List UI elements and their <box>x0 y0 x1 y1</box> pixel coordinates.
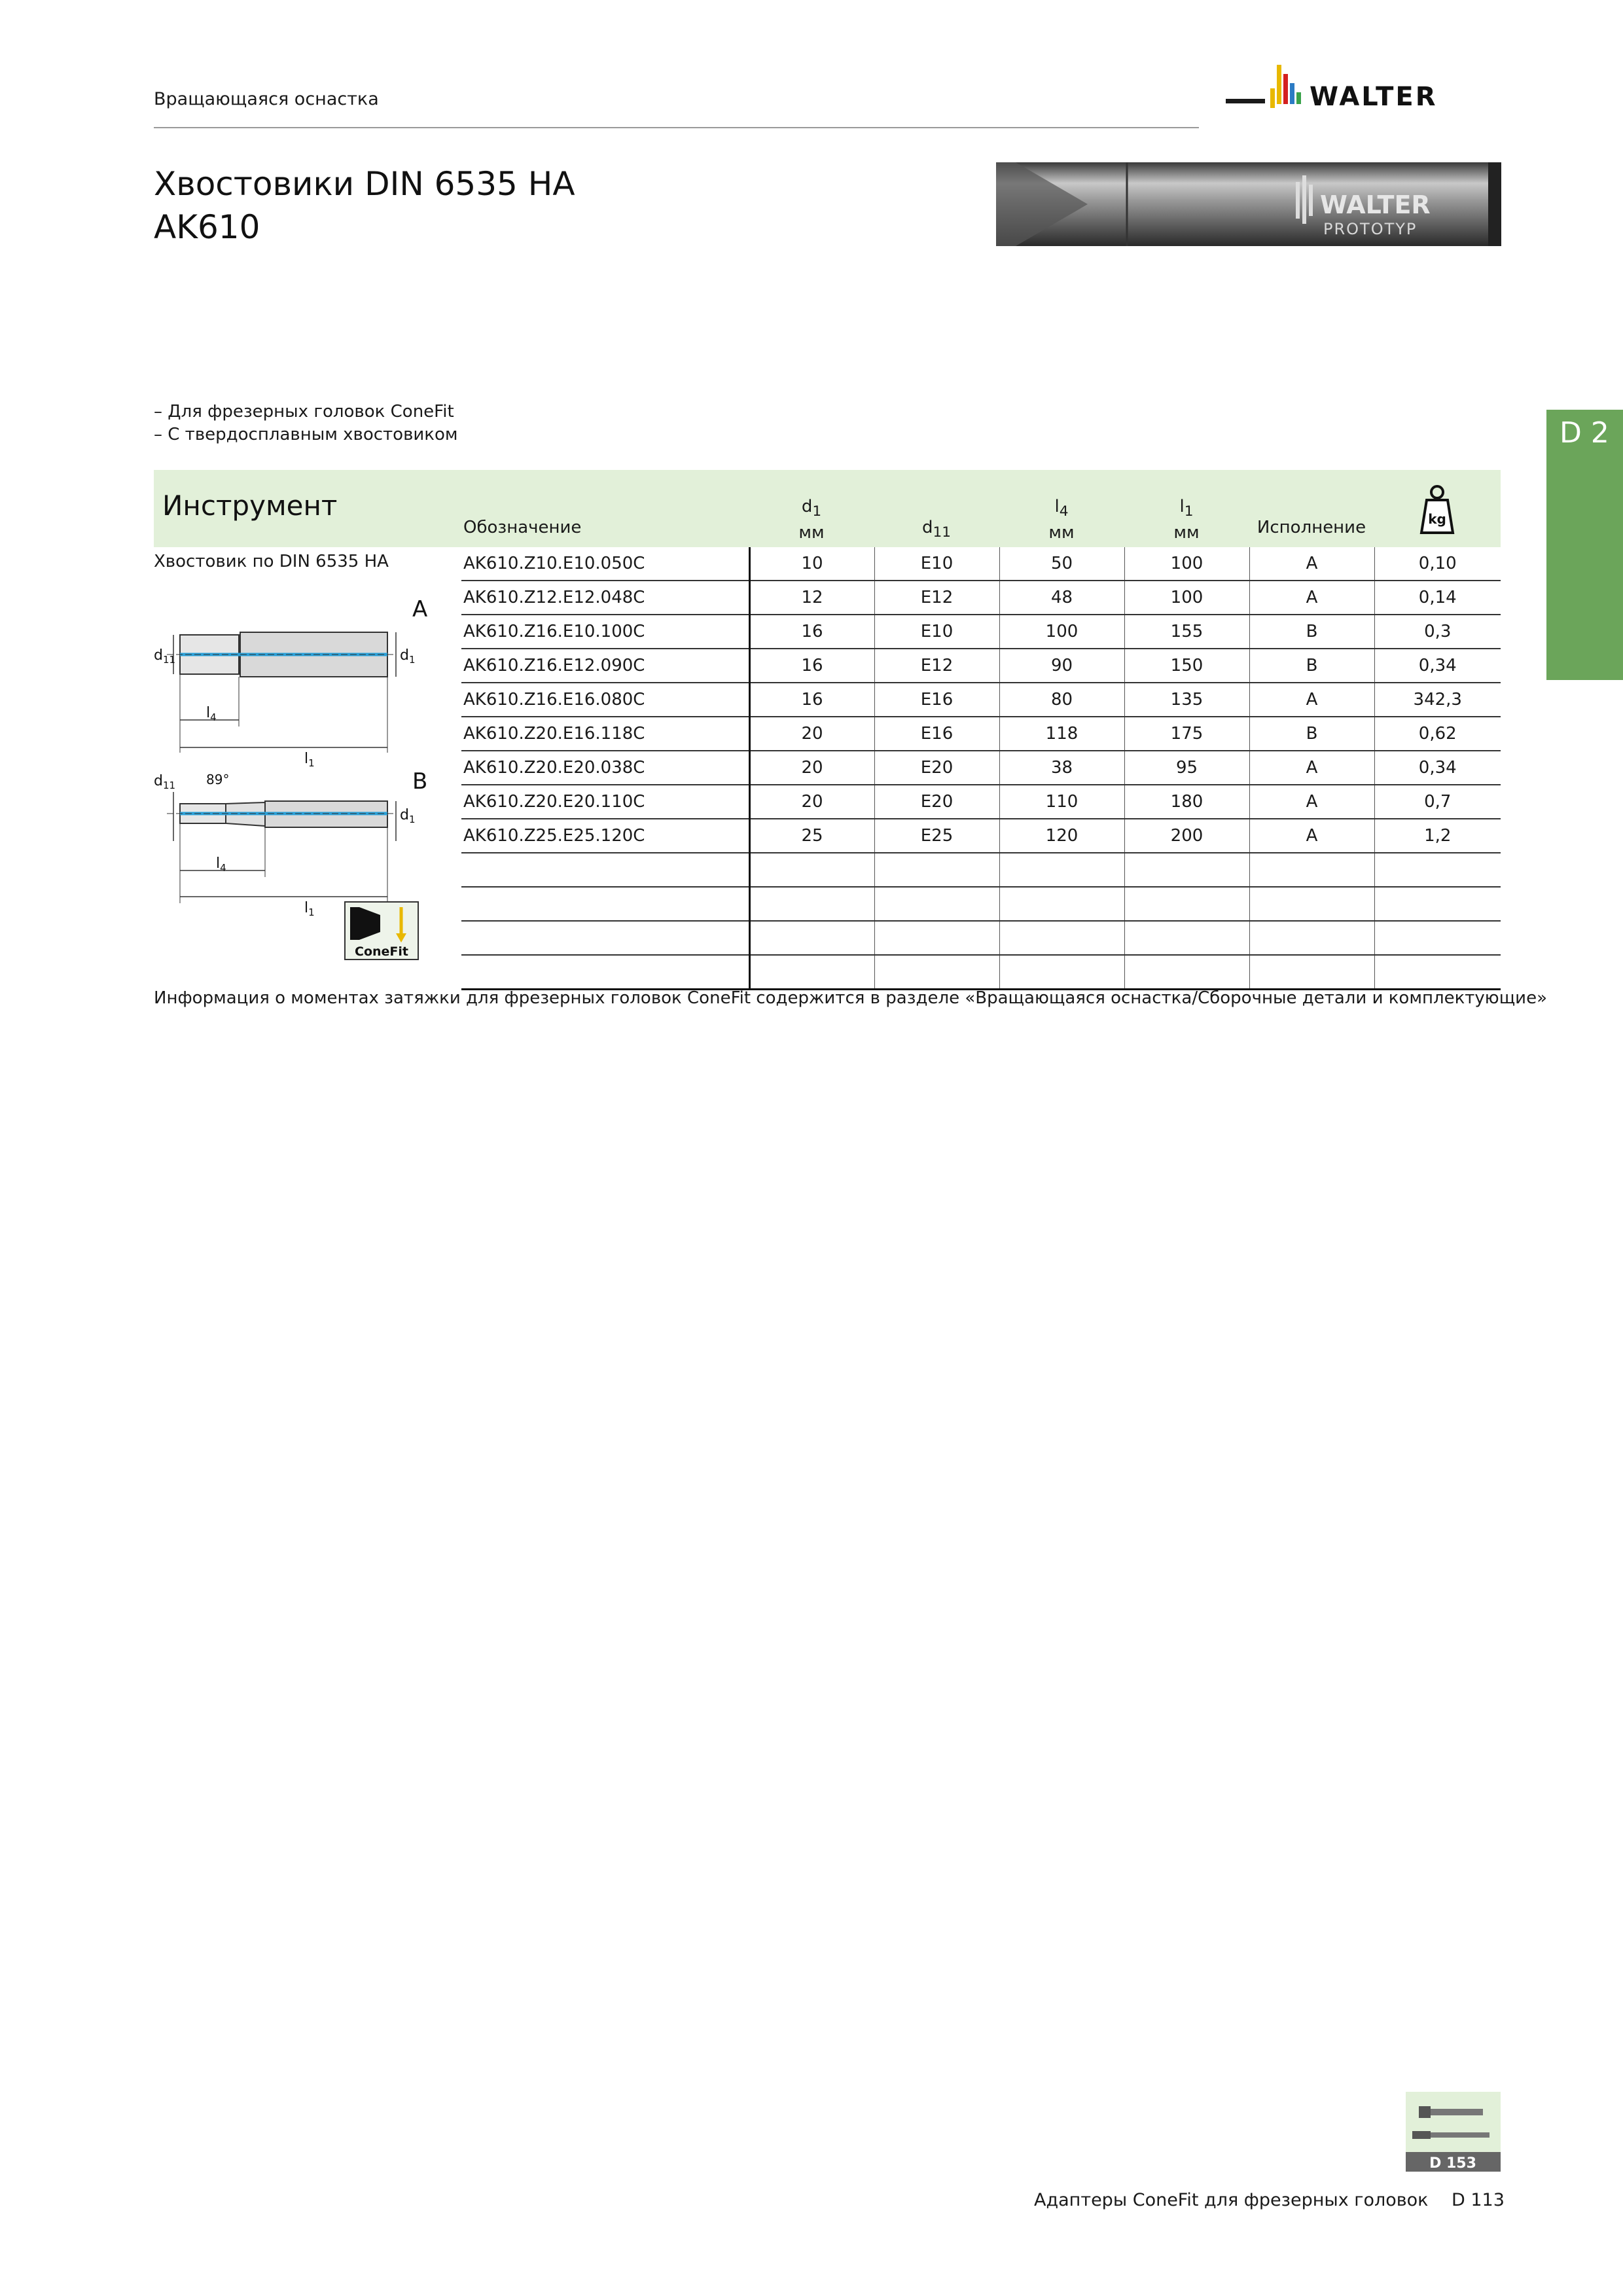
cell-d11: E16 <box>874 683 999 717</box>
col-version: Исполнение <box>1257 518 1366 537</box>
cell-designation <box>461 853 749 887</box>
cell-version: A <box>1249 819 1374 853</box>
cell-d1: 20 <box>749 785 874 819</box>
cell-l1: 180 <box>1124 785 1249 819</box>
col-d1-symbol: d <box>801 497 813 516</box>
weight-icon <box>1419 483 1455 535</box>
product-image <box>996 158 1501 250</box>
cell-d1: 20 <box>749 717 874 751</box>
table-row <box>461 581 1501 615</box>
label-d1-b: $d_1$ <box>400 807 416 825</box>
cell-l1: 155 <box>1124 615 1249 649</box>
cell-designation: AK610.Z20.E20.110C <box>461 785 749 819</box>
footnote: Информация о моментах затяжки для фрезерных головок ConeFit содержится в разделе «Вращающаяся оснастка/Сборочные детали и комплектующие» <box>154 988 1547 1008</box>
walter-logo <box>1226 61 1501 126</box>
cell-designation <box>461 921 749 955</box>
cell-weight <box>1374 955 1501 990</box>
cell-l4 <box>999 887 1124 921</box>
cell-d11 <box>874 921 999 955</box>
cell-designation: AK610.Z25.E25.120C <box>461 819 749 853</box>
cell-d1: 16 <box>749 683 874 717</box>
cell-d1 <box>749 853 874 887</box>
label-l4-b: $l_4$ <box>216 855 226 874</box>
cell-version: A <box>1249 751 1374 785</box>
table-row <box>461 819 1501 853</box>
cell-l1: 100 <box>1124 581 1249 615</box>
svg-text:PROTOTYP: PROTOTYP <box>1323 220 1418 238</box>
cell-l4: 48 <box>999 581 1124 615</box>
section-label: Вращающаяся оснастка <box>154 89 379 109</box>
cell-d11: E16 <box>874 717 999 751</box>
col-l4-sub: 4 <box>1059 503 1069 520</box>
table-row <box>461 683 1501 717</box>
cell-l1: 135 <box>1124 683 1249 717</box>
cell-l4 <box>999 955 1124 990</box>
cell-weight: 1,2 <box>1374 819 1501 853</box>
label-l1-a: $l_1$ <box>304 751 315 769</box>
cell-designation: AK610.Z20.E16.118C <box>461 717 749 751</box>
cell-version: B <box>1249 649 1374 683</box>
drawing-variant-a <box>167 632 396 753</box>
col-d11 <box>874 517 999 543</box>
col-d1-sub: 1 <box>812 503 822 520</box>
cell-weight <box>1374 853 1501 887</box>
cell-version <box>1249 955 1374 990</box>
cell-d11: E20 <box>874 751 999 785</box>
label-l4-a: $l_4$ <box>206 705 217 723</box>
cell-weight <box>1374 921 1501 955</box>
cell-d1: 20 <box>749 751 874 785</box>
col-l1-symbol: l <box>1179 497 1185 516</box>
col-d11-sub: 11 <box>933 524 952 541</box>
cell-version <box>1249 887 1374 921</box>
cell-l4: 120 <box>999 819 1124 853</box>
cell-l1: 175 <box>1124 717 1249 751</box>
svg-text:WALTER: WALTER <box>1320 190 1431 219</box>
page-number: D 113 <box>1452 2190 1505 2210</box>
svg-text:WALTER: WALTER <box>1310 82 1438 112</box>
col-l4-symbol: l <box>1054 497 1060 516</box>
cell-l4 <box>999 921 1124 955</box>
table-row <box>461 547 1501 581</box>
feature-item: – С твердосплавным хвостовиком <box>154 425 458 444</box>
cell-version: A <box>1249 683 1374 717</box>
variant-b-label: B <box>412 768 428 795</box>
cell-designation <box>461 955 749 990</box>
label-d1-a: $d_1$ <box>400 647 416 666</box>
cell-designation: AK610.Z12.E12.048C <box>461 581 749 615</box>
data-table <box>461 547 1501 990</box>
cell-l1 <box>1124 955 1249 990</box>
cell-weight: 0,62 <box>1374 717 1501 751</box>
cell-version: A <box>1249 581 1374 615</box>
cell-designation <box>461 887 749 921</box>
cell-version <box>1249 921 1374 955</box>
cell-weight: 0,34 <box>1374 649 1501 683</box>
cell-weight: 0,7 <box>1374 785 1501 819</box>
cell-l4: 100 <box>999 615 1124 649</box>
cell-d1: 12 <box>749 581 874 615</box>
cell-version: A <box>1249 547 1374 581</box>
cell-d11: E12 <box>874 649 999 683</box>
cell-weight: 0,10 <box>1374 547 1501 581</box>
label-l1-b: $l_1$ <box>304 900 315 918</box>
col-d11-symbol: d <box>921 518 933 537</box>
drawing-variant-b <box>167 792 396 903</box>
cell-d1 <box>749 887 874 921</box>
cell-l1 <box>1124 921 1249 955</box>
cell-l1 <box>1124 887 1249 921</box>
tool-subtitle: Хвостовик по DIN 6535 HA <box>154 552 389 571</box>
cell-designation: AK610.Z16.E12.090C <box>461 649 749 683</box>
cell-l4: 38 <box>999 751 1124 785</box>
technical-drawings <box>154 589 438 962</box>
cell-d11: E10 <box>874 615 999 649</box>
cell-l1: 150 <box>1124 649 1249 683</box>
col-d1 <box>749 496 874 543</box>
cell-d11 <box>874 887 999 921</box>
chapter-tab[interactable] <box>1546 410 1623 680</box>
header-rule <box>154 127 1199 128</box>
cell-version: A <box>1249 785 1374 819</box>
table-row <box>461 921 1501 955</box>
cell-d1: 25 <box>749 819 874 853</box>
cell-version: B <box>1249 615 1374 649</box>
cell-d11: E25 <box>874 819 999 853</box>
col-l4 <box>999 496 1124 543</box>
col-l1-unit: мм <box>1173 523 1200 543</box>
title-line-1: Хвостовики DIN 6535 HA <box>154 165 575 203</box>
col-d1-unit: мм <box>798 523 825 543</box>
cell-l4: 50 <box>999 547 1124 581</box>
cell-designation: AK610.Z16.E10.100C <box>461 615 749 649</box>
cell-d1 <box>749 921 874 955</box>
feature-list <box>154 401 458 446</box>
cell-designation: AK610.Z16.E16.080C <box>461 683 749 717</box>
cell-l4: 90 <box>999 649 1124 683</box>
title-line-2: AK610 <box>154 208 260 246</box>
tool-heading: Инструмент <box>162 490 338 522</box>
cell-designation: AK610.Z10.E10.050C <box>461 547 749 581</box>
cell-weight: 0,14 <box>1374 581 1501 615</box>
table-row <box>461 853 1501 887</box>
reference-box[interactable] <box>1406 2092 1501 2172</box>
col-l4-unit: мм <box>1048 523 1075 543</box>
reference-page: D 153 <box>1429 2155 1476 2172</box>
table-row <box>461 955 1501 990</box>
table-row <box>461 649 1501 683</box>
cell-version: B <box>1249 717 1374 751</box>
col-l1-sub: 1 <box>1184 503 1194 520</box>
chapter-tab-label: D 2 <box>1560 416 1609 450</box>
cell-l1: 95 <box>1124 751 1249 785</box>
table-row <box>461 751 1501 785</box>
cell-l1 <box>1124 853 1249 887</box>
cell-d11: E12 <box>874 581 999 615</box>
cell-designation: AK610.Z20.E20.038C <box>461 751 749 785</box>
cell-weight: 0,3 <box>1374 615 1501 649</box>
conefit-icon <box>345 902 418 960</box>
cell-weight: 342,3 <box>1374 683 1501 717</box>
cell-d11 <box>874 955 999 990</box>
cell-l1: 200 <box>1124 819 1249 853</box>
cell-d1: 16 <box>749 615 874 649</box>
cell-d1: 16 <box>749 649 874 683</box>
table-row <box>461 785 1501 819</box>
label-d11-a: $d_{11}$ <box>154 647 176 666</box>
cell-version <box>1249 853 1374 887</box>
table-row <box>461 887 1501 921</box>
cell-weight <box>1374 887 1501 921</box>
cell-d11: E10 <box>874 547 999 581</box>
col-designation: Обозначение <box>463 518 582 537</box>
col-l1 <box>1124 496 1249 543</box>
svg-text:kg: kg <box>1428 511 1446 527</box>
cell-d1 <box>749 955 874 990</box>
label-angle: 89° <box>206 772 230 787</box>
cell-l4: 80 <box>999 683 1124 717</box>
svg-text:ConeFit: ConeFit <box>355 944 408 959</box>
cell-d11 <box>874 853 999 887</box>
cell-weight: 0,34 <box>1374 751 1501 785</box>
label-d11-b: $d_{11}$ <box>154 773 176 791</box>
cell-l4: 118 <box>999 717 1124 751</box>
variant-a-label: A <box>412 596 428 622</box>
cell-l4: 110 <box>999 785 1124 819</box>
table-row <box>461 615 1501 649</box>
table-row <box>461 717 1501 751</box>
cell-d1: 10 <box>749 547 874 581</box>
cell-d11: E20 <box>874 785 999 819</box>
footer-text: Адаптеры ConeFit для фрезерных головок <box>1034 2190 1429 2210</box>
page-title <box>154 162 575 249</box>
cell-l4 <box>999 853 1124 887</box>
cell-l1: 100 <box>1124 547 1249 581</box>
feature-item: – Для фрезерных головок ConeFit <box>154 402 454 422</box>
